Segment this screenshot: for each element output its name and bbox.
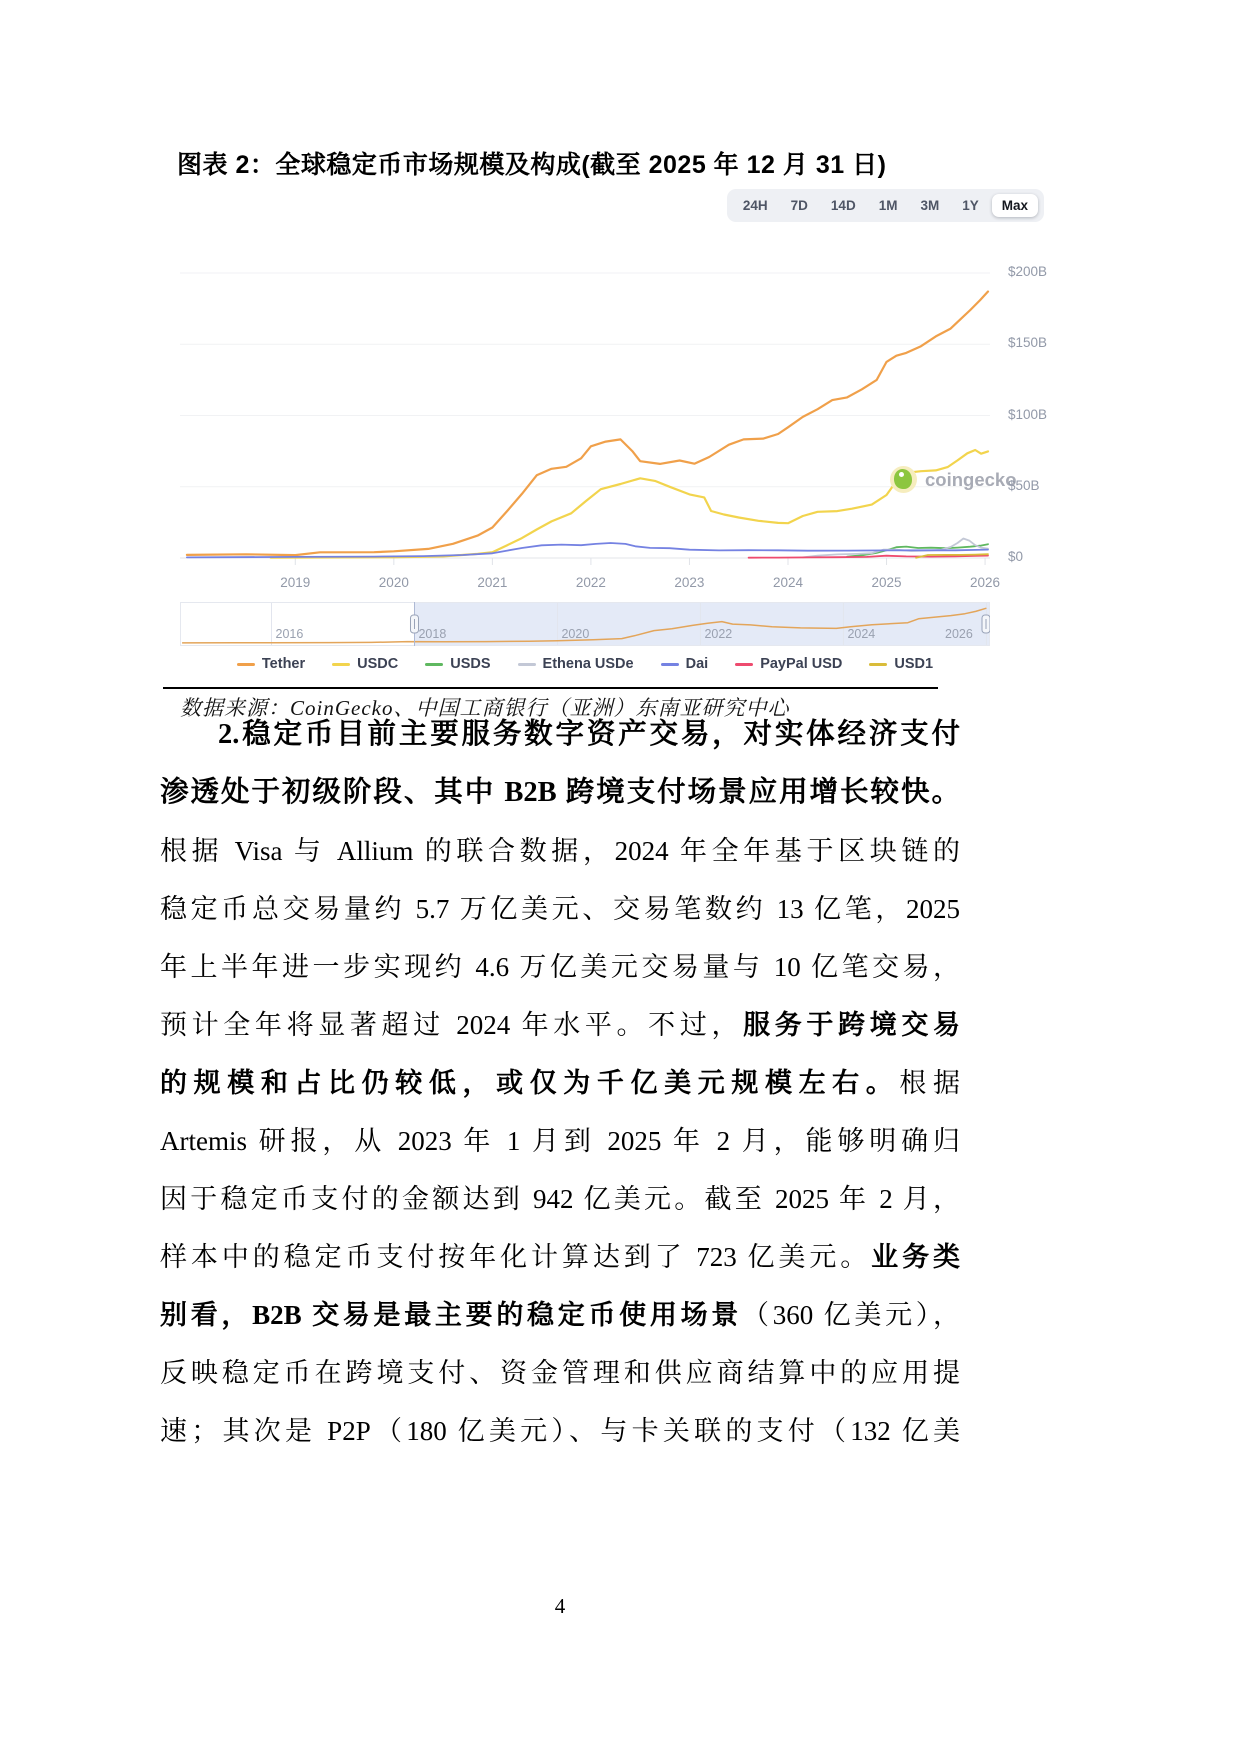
navigator-year-label: 2026: [945, 627, 973, 641]
legend-color-dash: [735, 663, 753, 666]
legend-color-dash: [869, 663, 887, 666]
stablecoin-chart-card: [163, 190, 1050, 682]
coingecko-logo-icon: [890, 466, 917, 493]
x-axis-label: 2022: [575, 575, 606, 590]
legend-color-dash: [518, 663, 536, 666]
legend-color-dash: [425, 663, 443, 666]
text-line: 稳定币总交易量约 5.7 万亿美元、交易笔数约 13 亿笔，2025: [160, 894, 960, 924]
text-line: 年上半年进一步实现约 4.6 万亿美元交易量与 10 亿笔交易，: [160, 952, 960, 982]
x-axis-label: 2024: [772, 575, 803, 590]
text-line: 反映稳定币在跨境支付、资金管理和供应商结算中的应用提: [160, 1358, 960, 1388]
x-axis-label: 2026: [970, 575, 1001, 590]
navigator-year-label: 2020: [561, 627, 590, 641]
range-button-3m[interactable]: 3M: [920, 198, 940, 213]
x-axis-label: 2025: [871, 575, 902, 590]
legend-item-dai[interactable]: [661, 656, 709, 672]
body-paragraph: [160, 706, 960, 1460]
legend-label: Ethena USDe: [542, 656, 634, 672]
market-cap-line-chart: [180, 240, 990, 570]
legend-label: USDC: [357, 656, 399, 672]
figure-bottom-rule: [163, 687, 938, 689]
navigator-year-label: 2018: [418, 627, 447, 641]
legend-item-usdc[interactable]: [332, 656, 398, 672]
text-line: 样本中的稳定币支付按年化计算达到了 723 亿美元。业务类: [160, 1242, 960, 1272]
time-range-selector: [727, 189, 1044, 222]
legend-label: USDS: [450, 656, 491, 672]
range-button-14d[interactable]: 14D: [830, 198, 856, 213]
legend-color-dash: [237, 663, 255, 666]
navigator-handle-right[interactable]: [982, 615, 990, 633]
text-line: 别看，B2B 交易是最主要的稳定币使用场景（360 亿美元），: [160, 1300, 960, 1330]
range-button-max[interactable]: Max: [992, 194, 1038, 217]
main-plot-area[interactable]: [180, 240, 990, 570]
legend-color-dash: [661, 663, 679, 666]
y-axis-label: $50B: [1008, 477, 1040, 493]
text-line: Artemis 研报，从 2023 年 1 月到 2025 年 2 月，能够明确归: [160, 1126, 960, 1156]
legend-label: Tether: [261, 656, 306, 672]
range-button-7d[interactable]: 7D: [790, 198, 808, 213]
y-axis-label: $150B: [1008, 335, 1048, 351]
text-line: 因于稳定币支付的金额达到 942 亿美元。截至 2025 年 2 月，: [160, 1184, 960, 1214]
legend-color-dash: [332, 663, 350, 666]
legend-item-tether[interactable]: [237, 656, 305, 672]
y-axis-label: $100B: [1008, 406, 1048, 422]
x-axis-label: 2019: [280, 575, 311, 590]
text-line: 预计全年将显著超过 2024 年水平。不过，服务于跨境交易: [160, 1010, 960, 1040]
x-axis-label: 2020: [378, 575, 409, 590]
figure-title: 图表 2：全球稳定币市场规模及构成(截至 2025 年 12 月 31 日): [163, 143, 952, 193]
text-line: 根据 Visa 与 Allium 的联合数据，2024 年全年基于区块链的: [160, 836, 960, 866]
legend-item-usds[interactable]: [425, 656, 490, 672]
heading-line: 2.稳定币目前主要服务数字资产交易，对实体经济支付: [218, 719, 960, 750]
legend-item-paypal-usd[interactable]: [735, 656, 842, 672]
coingecko-watermark-label: coingecko: [925, 468, 1017, 490]
legend-item-ethena-usde[interactable]: [518, 656, 634, 672]
range-button-1m[interactable]: 1M: [878, 198, 898, 213]
text-line: 的规模和占比仍较低，或仅为千亿美元规模左右。根据: [160, 1068, 960, 1098]
navigator-year-label: 2024: [847, 627, 876, 641]
range-button-24h[interactable]: 24H: [742, 198, 768, 213]
range-button-1y[interactable]: 1Y: [962, 198, 979, 213]
page-number: 4: [554, 1594, 566, 1618]
y-axis-label: $0: [1008, 549, 1024, 564]
x-axis-label: 2021: [477, 575, 508, 590]
legend-label: Dai: [685, 656, 709, 672]
chart-legend: [180, 656, 990, 672]
source-note: 数据来源：CoinGecko、中国工商银行（亚洲）东南亚研究中心: [180, 696, 790, 720]
text-line: 速；其次是 P2P（180 亿美元）、与卡关联的支付（132 亿美: [160, 1416, 960, 1446]
navigator-year-label: 2022: [704, 627, 733, 641]
legend-label: USD1: [894, 656, 934, 672]
x-axis-label: 2023: [674, 575, 705, 590]
legend-item-usd1[interactable]: [869, 656, 933, 672]
coingecko-watermark: [890, 466, 1017, 493]
navigator-year-label: 2016: [275, 627, 304, 641]
legend-label: PayPal USD: [760, 656, 843, 672]
navigator-handle-left[interactable]: [410, 615, 418, 633]
y-axis-label: $200B: [1008, 264, 1048, 279]
heading-line: 渗透处于初级阶段、其中 B2B 跨境支付场景应用增长较快。: [160, 777, 960, 808]
